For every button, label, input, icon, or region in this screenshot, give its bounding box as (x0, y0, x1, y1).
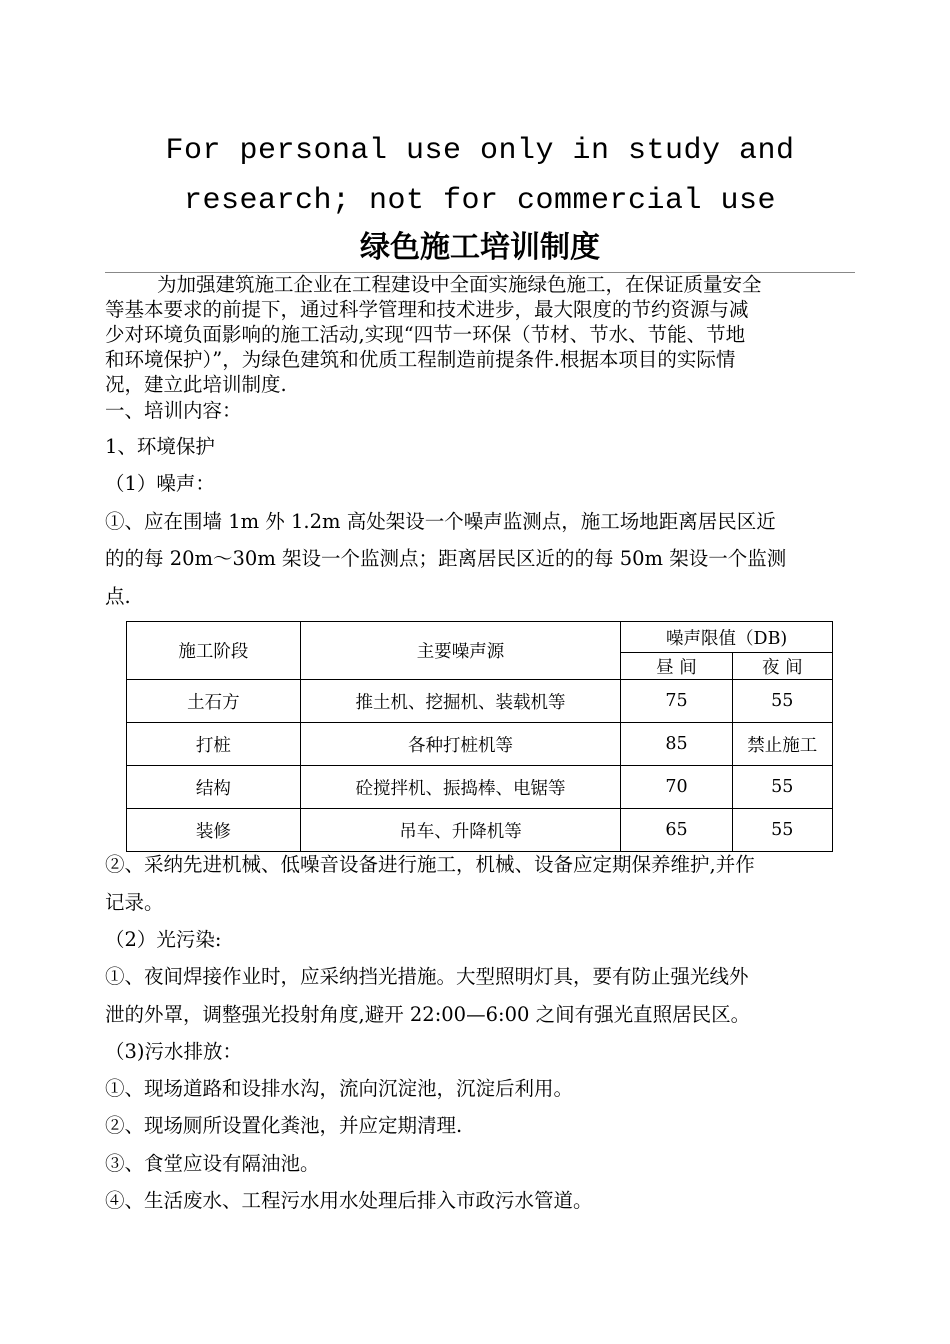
subsection-environment: 1、环境保护 (105, 435, 215, 458)
intro-line: 况，建立此培训制度. (105, 373, 287, 396)
light-item-1-line: ①、夜间焊接作业时，应采纳挡光措施。大型照明灯具，要有防止强光线外 (105, 965, 749, 988)
intro-line: 和环境保护）”，为绿色建筑和优质工程制造前提条件.根据本项目的实际情 (105, 348, 736, 371)
header-day: 昼 间 (621, 653, 732, 680)
header-limit: 噪声限值（DB) (621, 622, 833, 653)
noise-heading: （1）噪声： (105, 472, 215, 495)
header-night: 夜 间 (732, 653, 832, 680)
section-heading-training: 一、培训内容： (105, 399, 242, 422)
table-row (127, 766, 833, 809)
noise-limit-table (126, 621, 833, 852)
intro-paragraph (105, 272, 855, 397)
sewage-item: ①、现场道路和设排水沟，流向沉淀池，沉淀后利用。 (105, 1077, 574, 1100)
header-stage: 施工阶段 (127, 622, 301, 680)
cell-source: 吊车、升降机等 (300, 809, 621, 852)
banner-line-1: For personal use only in study and (165, 134, 795, 168)
cell-night: 55 (732, 809, 832, 852)
noise-item-2-line: 记录。 (105, 891, 164, 914)
header-source: 主要噪声源 (300, 622, 621, 680)
sewage-item: ④、生活废水、工程污水用水处理后排入市政污水管道。 (105, 1189, 593, 1212)
sewage-item: ③、食堂应设有隔油池。 (105, 1152, 320, 1175)
table-row (127, 680, 833, 723)
cell-stage: 装修 (127, 809, 301, 852)
cell-night: 55 (732, 766, 832, 809)
cell-day: 75 (621, 680, 732, 723)
cell-source: 各种打桩机等 (300, 723, 621, 766)
cell-stage: 打桩 (127, 723, 301, 766)
noise-item-2-line: ②、采纳先进机械、低噪音设备进行施工，机械、设备应定期保养维护,并作 (105, 853, 755, 876)
cell-day: 85 (621, 723, 732, 766)
noise-item-1-line: 的的每 20m～30m 架设一个监测点；距离居民区近的的每 50m 架设一个监测 (105, 547, 787, 570)
intro-line: 等基本要求的前提下，通过科学管理和技术进步，最大限度的节约资源与减 (105, 298, 749, 321)
table-header-row (127, 622, 833, 653)
intro-line: 为加强建筑施工企业在工程建设中全面实施绿色施工，在保证质量安全 (157, 273, 762, 296)
document-title: 绿色施工培训制度 (360, 230, 600, 265)
sewage-heading: （3)污水排放： (105, 1040, 243, 1063)
banner-line-2: research; not for commercial use (183, 184, 777, 218)
cell-source: 砼搅拌机、振捣棒、电锯等 (300, 766, 621, 809)
cell-night: 55 (732, 680, 832, 723)
light-item-1-line: 泄的外罩，调整强光投射角度,避开 22:00—6:00 之间有强光直照居民区。 (105, 1003, 751, 1026)
light-heading: （2）光污染: (105, 928, 222, 951)
cell-night: 禁止施工 (732, 723, 832, 766)
sewage-item: ②、现场厕所设置化粪池，并应定期清理. (105, 1114, 463, 1137)
cell-day: 65 (621, 809, 732, 852)
cell-stage: 结构 (127, 766, 301, 809)
intro-line: 少对环境负面影响的施工活动,实现“四节一环保（节材、节水、节能、节地 (105, 323, 746, 346)
cell-day: 70 (621, 766, 732, 809)
cell-source: 推土机、挖掘机、装载机等 (300, 680, 621, 723)
noise-item-1-line: ①、应在围墙 1m 外 1.2m 高处架设一个噪声监测点，施工场地距离居民区近 (105, 510, 776, 533)
table-row (127, 723, 833, 766)
noise-item-1-line: 点. (105, 585, 131, 608)
cell-stage: 土石方 (127, 680, 301, 723)
